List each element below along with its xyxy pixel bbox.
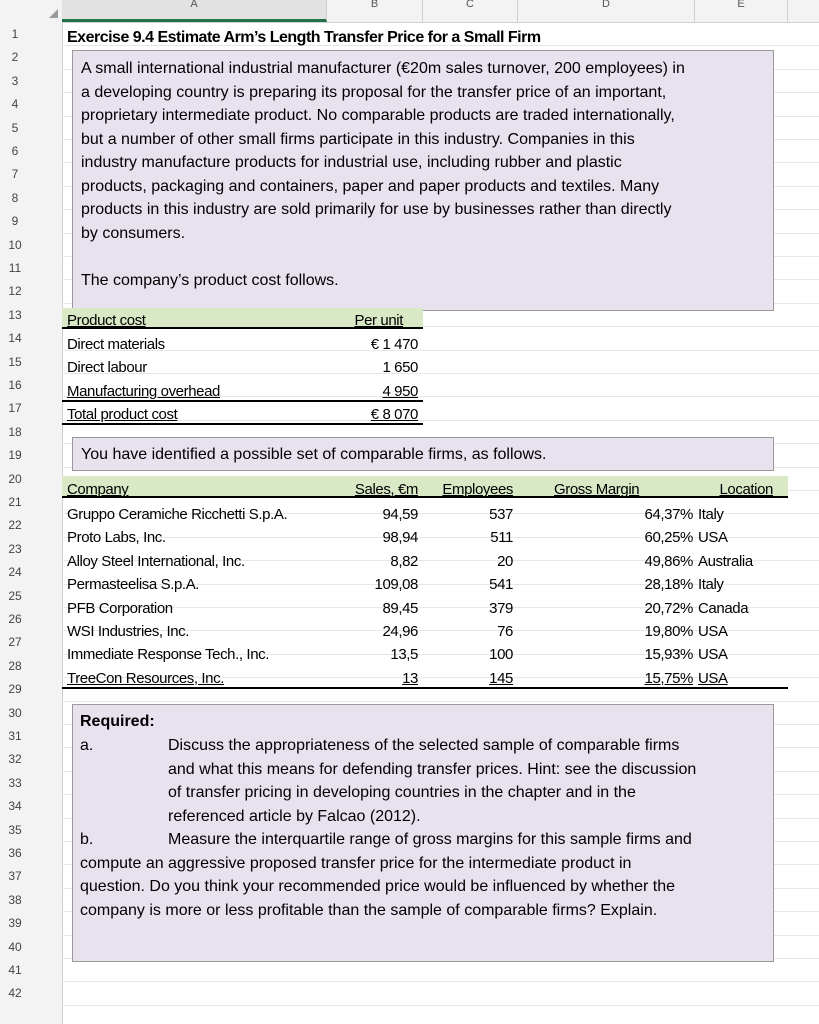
row-number: 30: [8, 705, 22, 720]
intro-line-8: by consumers.: [81, 224, 186, 242]
row-header[interactable]: [0, 50, 62, 64]
row-header[interactable]: [0, 27, 62, 41]
comparable-margin: 15,93%: [644, 646, 693, 664]
row-number: 39: [8, 916, 22, 931]
row-number: 16: [8, 378, 22, 392]
comparable-margin: 20,72%: [644, 599, 693, 617]
select-all-corner[interactable]: [0, 0, 63, 22]
comparable-margin: 28,18%: [644, 576, 693, 594]
row-number: 12: [8, 284, 22, 299]
comparable-location: USA: [698, 646, 728, 664]
row-header[interactable]: [0, 823, 62, 837]
row-number: 8: [11, 190, 19, 205]
row-header[interactable]: [0, 97, 62, 111]
row-number: 34: [8, 799, 22, 814]
row-header[interactable]: [0, 308, 62, 322]
row-gridline: [62, 373, 819, 374]
intro-line-1: A small international industrial manufacturer (€20m sales turnover, 200 employees) in: [81, 60, 685, 77]
row-number: 13: [8, 307, 22, 322]
comparable-sales: 98,94: [382, 529, 418, 547]
row-gridline: [62, 981, 819, 982]
comparables-header-margin: Gross Margin: [554, 481, 640, 498]
comparable-company: Alloy Steel International, Inc.: [67, 552, 245, 570]
row-number: 35: [8, 822, 22, 837]
row-header[interactable]: [0, 472, 62, 486]
comparable-sales: 94,59: [382, 506, 418, 523]
comparable-sales: 8,82: [390, 552, 418, 570]
row-header[interactable]: [0, 495, 62, 509]
row-number: 21: [8, 495, 22, 509]
row-number: 38: [8, 892, 22, 907]
row-header[interactable]: [0, 542, 62, 556]
comparable-sales: 24,96: [382, 623, 418, 640]
row-number: 40: [8, 939, 22, 954]
row-number: 27: [8, 635, 22, 650]
row-number: 10: [8, 237, 22, 252]
row-gridline: [62, 350, 819, 351]
row-number: 32: [8, 752, 22, 767]
cost-header-value: Per unit: [354, 312, 403, 329]
row-number: 9: [11, 214, 19, 229]
comparable-company: Gruppo Ceramiche Ricchetti S.p.A.: [67, 506, 288, 523]
row-header[interactable]: [0, 355, 62, 369]
row-number: 31: [8, 729, 22, 743]
row-header[interactable]: [0, 893, 62, 907]
row-number: 42: [8, 986, 22, 1001]
row-header[interactable]: [0, 589, 62, 603]
select-all-triangle-icon: [49, 9, 58, 18]
comparable-sales: 89,45: [382, 599, 418, 617]
required-b-line: question. Do you think your recommended price would be influenced by whether the: [80, 878, 676, 895]
row-number: 19: [8, 448, 22, 463]
cost-intro-text: The company’s product cost follows.: [81, 272, 339, 289]
cost-row-label: Manufacturing overhead: [67, 383, 220, 400]
row-number: 26: [8, 612, 22, 626]
row-number: 22: [8, 518, 22, 533]
cost-row-value: 4 950: [382, 383, 418, 400]
column-header-c[interactable]: C: [423, 0, 518, 22]
required-heading: Required:: [80, 713, 155, 730]
row-header[interactable]: [0, 565, 62, 579]
column-header-b[interactable]: B: [327, 0, 423, 22]
comparables-header-employees: Employees: [442, 481, 513, 498]
cost-total-label: Total product cost: [67, 406, 178, 423]
row-number: 24: [8, 565, 22, 580]
comparable-location: USA: [698, 529, 728, 547]
row-header[interactable]: [0, 846, 62, 860]
intro-line-7: products in this industry are sold primarily for use by businesses rather than directly: [81, 201, 672, 218]
comparable-location: Italy: [698, 506, 724, 523]
comparable-employees: 379: [489, 599, 513, 617]
row-number: 2: [11, 50, 19, 65]
intro-line-3: proprietary intermediate product. No comparable products are traded internationally,: [81, 107, 675, 124]
row-number: 7: [11, 167, 19, 182]
row-number: 25: [8, 588, 22, 603]
comparable-employees: 76: [497, 623, 513, 640]
row-header[interactable]: [0, 144, 62, 158]
comparable-company: Immediate Response Tech., Inc.: [67, 646, 269, 664]
row-number: 17: [8, 401, 22, 416]
row-header[interactable]: [0, 986, 62, 1000]
row-header[interactable]: [0, 635, 62, 649]
cost-row-value: 1 650: [382, 359, 418, 376]
comparable-company: Proto Labs, Inc.: [67, 529, 166, 547]
row-header[interactable]: [0, 682, 62, 696]
comparable-sales: 109,08: [374, 576, 418, 594]
comparable-sales: 13,5: [390, 646, 418, 664]
comparable-company: PFB Corporation: [67, 599, 173, 617]
cost-header-rule: [62, 327, 423, 329]
row-header[interactable]: [0, 425, 62, 439]
column-header-d[interactable]: D: [518, 0, 695, 22]
comparables-header-rule: [62, 496, 788, 498]
comparable-employees: 511: [490, 529, 513, 547]
required-b-label: b.: [80, 831, 94, 848]
row-number: 20: [8, 471, 22, 486]
cost-row-value: € 1 470: [370, 336, 418, 353]
row-gridline: [62, 1005, 819, 1006]
comparable-company: TreeCon Resources, Inc.: [67, 669, 224, 687]
row-header[interactable]: [0, 752, 62, 766]
row-header[interactable]: [0, 963, 62, 977]
comparable-margin: 64,37%: [644, 506, 693, 523]
cost-total-rule: [62, 423, 423, 425]
column-header-f[interactable]: [788, 0, 819, 22]
comparable-employees: 541: [489, 576, 513, 594]
row-number: 36: [8, 846, 22, 860]
cost-total-value: € 8 070: [370, 406, 418, 423]
required-a-line: referenced article by Falcao (2012).: [168, 807, 421, 825]
comparable-location: USA: [698, 623, 728, 640]
comparable-employees: 145: [489, 669, 513, 687]
comparable-company: Permasteelisa S.p.A.: [67, 576, 200, 594]
comparable-margin: 60,25%: [644, 529, 693, 547]
row-header[interactable]: [0, 448, 62, 462]
row-header[interactable]: [0, 191, 62, 205]
cost-row-label: Direct labour: [67, 359, 147, 376]
intro-line-2: a developing country is preparing its proposal for the transfer price of an important,: [81, 83, 667, 101]
row-number: 18: [8, 424, 22, 439]
row-header[interactable]: [0, 612, 62, 626]
row-header[interactable]: [0, 331, 62, 345]
comparable-margin: 19,80%: [644, 623, 693, 640]
comparable-company: WSI Industries, Inc.: [67, 623, 190, 640]
row-header[interactable]: [0, 869, 62, 883]
row-number: 1: [11, 27, 19, 41]
row-number: 37: [8, 869, 22, 884]
required-a-label: a.: [80, 737, 94, 754]
comparable-employees: 100: [489, 646, 513, 664]
row-header[interactable]: [0, 121, 62, 135]
comparable-location: Italy: [698, 576, 724, 594]
intro-line-4: but a number of other small firms participate in this industry. Companies in this: [81, 130, 635, 148]
row-number: 14: [8, 331, 22, 346]
row-number: 41: [8, 963, 22, 977]
row-number: 33: [8, 775, 22, 790]
row-number: 4: [11, 97, 19, 112]
cost-row-label: Direct materials: [67, 336, 165, 353]
row-number: 29: [8, 682, 22, 697]
required-a-line: and what this means for defending transfer prices. Hint: see the discussion: [168, 760, 697, 778]
row-header[interactable]: [0, 214, 62, 228]
required-a-line: Discuss the appropriateness of the selected sample of comparable firms: [168, 737, 680, 754]
required-b-line: company is more or less profitable than the sample of comparable firms? Explain.: [80, 901, 658, 919]
row-header[interactable]: [0, 378, 62, 392]
intro-line-6: products, packaging and containers, paper and paper products and textiles. Many: [81, 177, 660, 195]
column-header-a[interactable]: A: [62, 0, 327, 22]
row-number: 5: [11, 120, 19, 135]
comparables-header-sales: Sales, €m: [354, 481, 418, 498]
row-number: 11: [8, 261, 22, 275]
row-header[interactable]: [0, 776, 62, 790]
comparable-margin: 15,75%: [644, 669, 693, 687]
row-number: 23: [8, 541, 22, 556]
cost-header-label: Product cost: [67, 312, 146, 329]
comparable-location: Australia: [698, 552, 753, 570]
required-b-first-line: Measure the interquartile range of gross margins for this sample firms and: [168, 831, 692, 848]
row-header[interactable]: [0, 518, 62, 532]
cost-subtotal-rule: [62, 400, 423, 402]
comparable-location: USA: [698, 669, 728, 687]
comparable-margin: 49,86%: [644, 552, 693, 570]
row-header[interactable]: [0, 284, 62, 298]
row-number: 15: [8, 354, 22, 369]
row-header[interactable]: [0, 401, 62, 415]
row-header[interactable]: [0, 706, 62, 720]
row-gridline: [62, 701, 819, 702]
row-header[interactable]: [0, 659, 62, 673]
comparables-header-company: Company: [67, 481, 129, 498]
row-header[interactable]: [0, 916, 62, 930]
required-b-line: compute an aggressive proposed transfer price for the intermediate product in: [80, 854, 632, 872]
row-header[interactable]: [0, 238, 62, 252]
column-header-e[interactable]: E: [695, 0, 788, 22]
comparable-sales: 13: [402, 669, 418, 687]
row-number: 6: [11, 144, 19, 158]
row-number: 28: [8, 658, 22, 673]
row-header[interactable]: [0, 729, 62, 743]
row-header[interactable]: [0, 74, 62, 88]
comparable-employees: 537: [489, 506, 513, 523]
row-number: 3: [11, 73, 19, 88]
intro-line-5: industry manufacture products for industrial use, including rubber and plastic: [81, 154, 622, 171]
comparables-bottom-rule: [62, 687, 788, 689]
row-header[interactable]: [0, 167, 62, 181]
comparable-location: Canada: [698, 599, 749, 617]
exercise-title: Exercise 9.4 Estimate Arm’s Length Transfer Price for a Small Firm: [67, 29, 541, 46]
comparables-intro-text: You have identified a possible set of comparable firms, as follows.: [81, 446, 547, 463]
required-a-line: of transfer pricing in developing countries in the chapter and in the: [168, 784, 636, 801]
comparable-employees: 20: [497, 552, 513, 570]
row-header[interactable]: [0, 940, 62, 954]
row-header[interactable]: [0, 261, 62, 275]
row-header[interactable]: [0, 799, 62, 813]
comparables-header-location: Location: [719, 481, 773, 498]
